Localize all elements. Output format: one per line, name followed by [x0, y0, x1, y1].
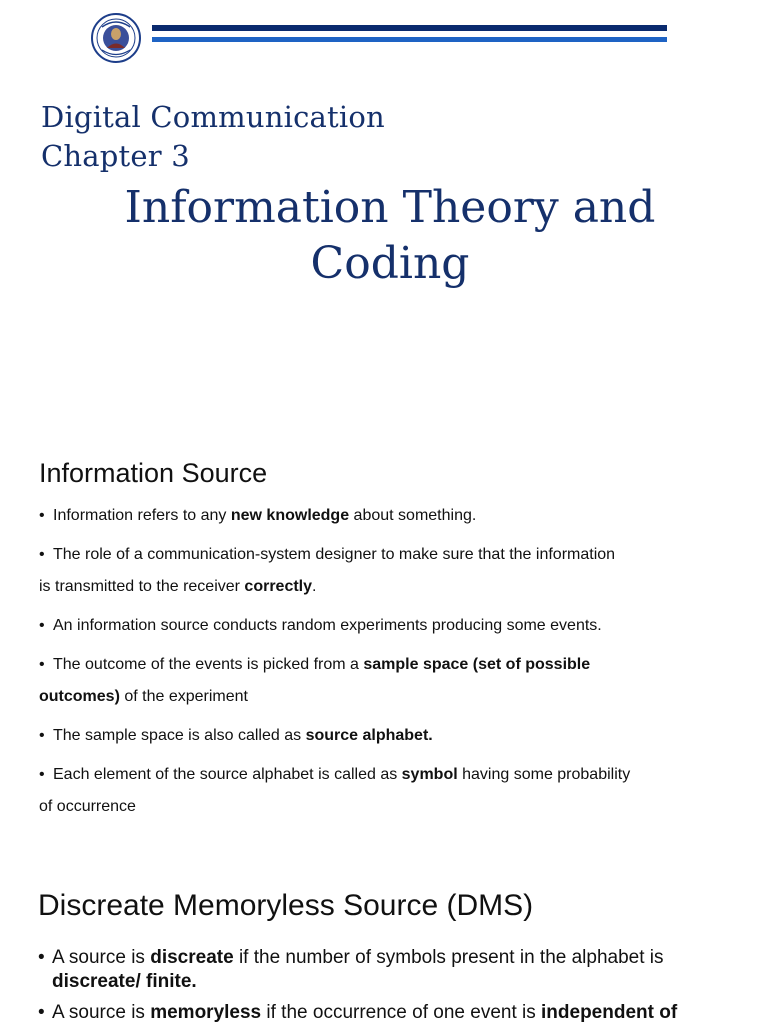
header-bar-top — [152, 25, 667, 31]
list-item: • The outcome of the events is picked from a sample space (set of possible outcomes) of the experiment — [39, 654, 739, 718]
list-item: • A source is discreate if the number of symbols present in the alphabet is discreate/ finite. — [38, 946, 738, 994]
main-title — [0, 180, 768, 292]
section-heading-dms: Discreate Memoryless Source (DMS) — [38, 889, 534, 922]
list-item: • The sample space is also called as source alphabet. — [39, 725, 739, 757]
section-heading-information-source: Information Source — [39, 458, 268, 488]
information-source-list — [39, 505, 739, 835]
main-title-line-2: Coding — [310, 238, 470, 289]
dms-list — [38, 946, 738, 1032]
main-title-line-1: Information Theory and — [124, 182, 656, 233]
list-item: • Information refers to any new knowledge about something. — [39, 505, 739, 537]
list-item: • Each element of the source alphabet is called as symbol having some probability of occurrence — [39, 764, 739, 828]
list-item: • An information source conducts random experiments producing some events. — [39, 615, 739, 647]
university-seal-logo — [90, 13, 142, 63]
list-item: • A source is memoryless if the occurrence of one event is independent of — [38, 1001, 738, 1025]
chapter-label: Chapter 3 — [41, 139, 190, 173]
list-item: • The role of a communication-system designer to make sure that the information is transmitted to the receiver correctly. — [39, 544, 739, 608]
header-bar-bottom — [152, 37, 667, 42]
course-title: Digital Communication — [41, 100, 385, 134]
